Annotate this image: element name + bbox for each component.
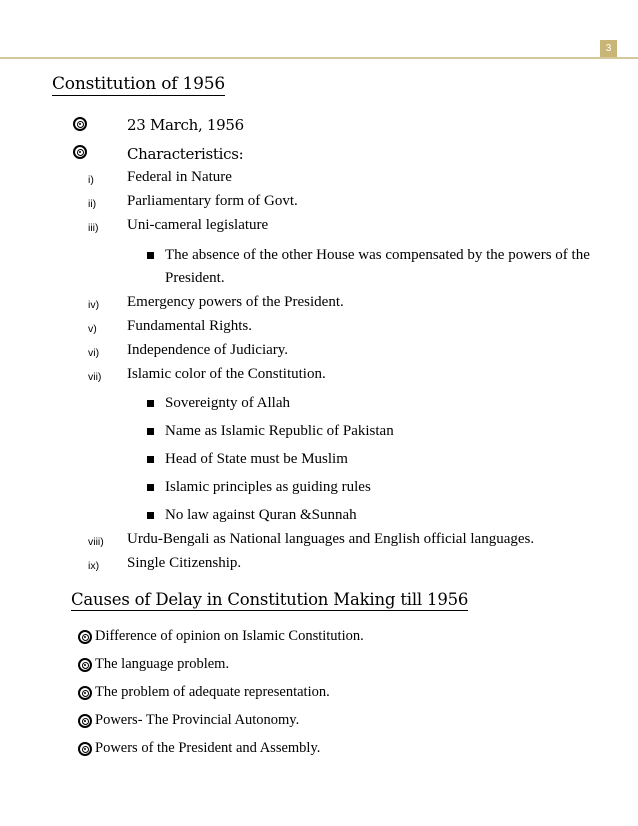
header-rule [0,57,638,59]
item-number: iii) [88,222,99,234]
cause-item: Powers of the President and Assembly. [95,740,321,756]
target-bullet-icon [78,658,92,672]
item-number: vi) [88,347,100,359]
sub-item: The absence of the other House was compensated by the powers of the President. [165,247,590,286]
square-bullet-icon [147,456,154,463]
square-bullet-icon [147,428,154,435]
square-bullet-icon [147,512,154,519]
list-item: Uni-cameral legislature [127,217,269,233]
list-item: Federal in Nature [127,169,232,185]
list-item: Urdu-Bengali as National languages and English official languages. [127,531,535,547]
list-item: Parliamentary form of Govt. [127,193,298,209]
bullet-characteristics: Characteristics: [127,145,244,163]
sub-item: Sovereignty of Allah [165,395,290,411]
item-number: i) [88,174,94,186]
target-bullet-icon [78,714,92,728]
item-number: iv) [88,299,100,311]
target-bullet-icon [78,630,92,644]
item-number: ix) [88,560,100,572]
list-item: Independence of Judiciary. [127,342,289,358]
sub-item: Head of State must be Muslim [165,451,348,467]
square-bullet-icon [147,484,154,491]
sub-item: Name as Islamic Republic of Pakistan [165,423,394,439]
list-item: Emergency powers of the President. [127,294,344,310]
list-item: Fundamental Rights. [127,318,252,334]
sub-item: No law against Quran &Sunnah [165,507,357,523]
cause-item: The language problem. [95,656,230,672]
list-item: Single Citizenship. [127,555,242,571]
bullet-date: 23 March, 1956 [127,116,244,134]
item-number: v) [88,323,97,335]
target-bullet-icon [78,742,92,756]
section-title-constitution-1956: Constitution of 1956 [52,74,226,94]
section-title-causes-of-delay: Causes of Delay in Constitution Making till 1956 [71,590,469,609]
item-number: vii) [88,371,102,383]
cause-item: The problem of adequate representation. [95,684,330,700]
target-bullet-icon [73,117,87,131]
target-bullet-icon [78,686,92,700]
list-item: Islamic color of the Constitution. [127,366,326,382]
target-bullet-icon [73,145,87,159]
page-number: 3 [600,40,617,57]
square-bullet-icon [147,400,154,407]
sub-item: Islamic principles as guiding rules [165,479,371,495]
cause-item: Powers- The Provincial Autonomy. [95,712,300,728]
square-bullet-icon [147,252,154,259]
item-number: ii) [88,198,97,210]
item-number: viii) [88,536,104,548]
cause-item: Difference of opinion on Islamic Constitution. [95,628,364,644]
